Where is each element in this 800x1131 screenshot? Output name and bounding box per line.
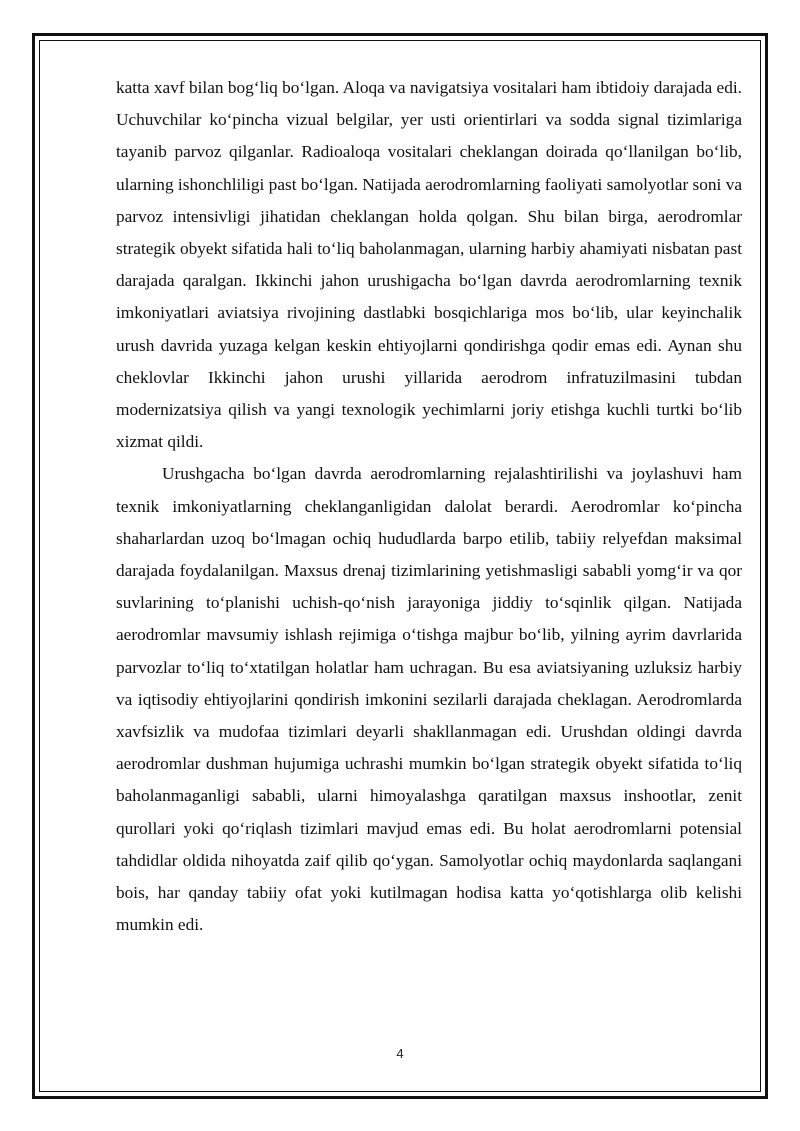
paragraph-prewar-planning: Urushgacha bo‘lgan davrda aerodromlarning rejalashtirilishi va joylashuvi ham texnik imkoniyatlarning cheklanganligidan dalolat berardi. Aerodromlar ko‘pincha shaharlardan uzoq bo‘lmagan ochiq hududlarda barpo etilib, tabiiy relyefdan maksimal darajada foydalanilgan. Maxsus drenaj tizimlarining yetishmasligi sababli yomg‘ir va qor suvlarining to‘planishi uchish-qo‘nish jarayoniga jiddiy to‘sqinlik qilgan. Natijada aerodromlar mavsumiy ishlash rejimiga o‘tishga majbur bo‘lib, yilning ayrim davrlarida parvozlar to‘liq to‘xtatilgan holatlar ham uchragan. Bu esa aviatsiyaning uzluksiz harbiy va iqtisodiy ehtiyojlarini qondirish imkonini sezilarli darajada cheklagan. Aerodromlarda xavfsizlik va mudofaa tizimlari deyarli shakllanmagan edi. Urushdan oldingi davrda aerodromlar dushman hujumiga uchrashi mumkin bo‘lgan strategik obyekt sifatida to‘liq baholanmaganligi sababli, ularni himoyalashga qaratilgan maxsus inshootlar, zenit qurollari yoki qo‘riqlash tizimlari mavjud emas edi. Bu holat aerodromlarni potensial tahdidlar oldida nihoyatda zaif qilib qo‘ygan. Samolyotlar ochiq maydonlarda saqlangani bois, har qanday tabiiy ofat yoki kutilmagan hodisa katta yo‘qotishlarga olib kelishi mumkin edi. — [116, 464, 742, 935]
paragraph-continuation: katta xavf bilan bog‘liq bo‘lgan. Aloqa va navigatsiya vositalari ham ibtidoiy darajada edi. Uchuvchilar ko‘pincha vizual belgilar, yer usti orientirlari va sodda signal tizimlariga tayanib parvoz qilganlar. Radioaloqa vositalari cheklangan doirada qo‘llanilgan bo‘lib, ularning ishonchliligi past bo‘lgan. Natijada aerodromlarning faoliyati samolyotlar soni va parvoz intensivligi jihatidan cheklangan holda qolgan. Shu bilan birga, aerodromlar strategik obyekt sifatida hali to‘liq baholanmagan, ularning harbiy ahamiyati nisbatan past darajada qaralgan. Ikkinchi jahon urushigacha bo‘lgan davrda aerodromlarning texnik imkoniyatlari aviatsiya rivojining dastlabki bosqichlariga mos bo‘lib, ular keyinchalik urush davrida yuzaga kelgan keskin ehtiyojlarni qondirishga qodir emas edi. Aynan shu cheklovlar Ikkinchi jahon urushi yillarida aerodrom infratuzilmasini tubdan modernizatsiya qilish va yangi texnologik yechimlarni joriy etishga kuchli turtki bo‘lib xizmat qildi. — [116, 78, 742, 452]
document-body — [116, 72, 742, 941]
page-number: 4 — [396, 1046, 404, 1061]
